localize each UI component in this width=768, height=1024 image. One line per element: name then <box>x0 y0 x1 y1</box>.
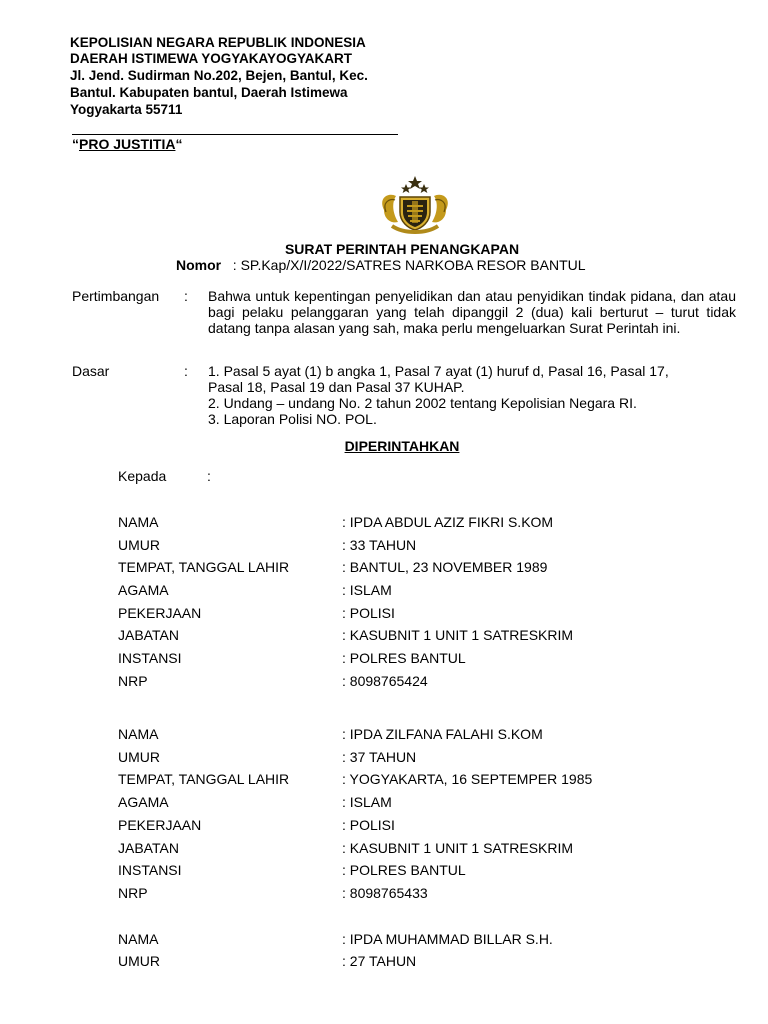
person-field-label: AGAMA <box>118 794 169 810</box>
person-field-value: : POLISI <box>342 605 395 621</box>
person-field-label: UMUR <box>118 537 160 553</box>
police-emblem-icon <box>370 172 460 236</box>
person-field-value: : 33 TAHUN <box>342 537 417 553</box>
header-line-4: Bantul. Kabupaten bantul, Daerah Istimewa <box>70 85 348 100</box>
person-field-value: : ISLAM <box>342 582 392 598</box>
person-field-label: NAMA <box>118 931 159 947</box>
person-field-label: JABATAN <box>118 627 179 643</box>
nomor-value: : SP.Kap/X/I/2022/SATRES NARKOBA RESOR BANTUL <box>232 257 586 273</box>
person-field-label: TEMPAT, TANGGAL LAHIR <box>118 559 290 575</box>
person-field-label: NAMA <box>118 726 159 742</box>
justitia-open-quote: “ <box>72 136 79 152</box>
person-field-label: PEKERJAAN <box>118 817 202 833</box>
dasar-item-2: 2. Undang – undang No. 2 tahun 2002 tentang Kepolisian Negara RI. <box>208 395 637 411</box>
person-field-value: : IPDA MUHAMMAD BILLAR S.H. <box>342 931 553 947</box>
dasar-item-1-cont: Pasal 18, Pasal 19 dan Pasal 37 KUHAP. <box>208 379 465 395</box>
header-divider <box>72 134 398 135</box>
person-field-label: JABATAN <box>118 840 179 856</box>
diperintahkan-heading: DIPERINTAHKAN <box>344 438 460 454</box>
person-field-value: : KASUBNIT 1 UNIT 1 SATRESKRIM <box>342 627 574 643</box>
person-field-value: : POLRES BANTUL <box>342 862 466 878</box>
dasar-label: Dasar <box>72 363 110 379</box>
header-line-2: DAERAH ISTIMEWA YOGYAKAYOGYAKART <box>70 51 353 66</box>
person-field-value: : 8098765424 <box>342 673 428 689</box>
person-field-label: UMUR <box>118 953 160 969</box>
person-field-value: : 27 TAHUN <box>342 953 417 969</box>
person-field-value: : IPDA ABDUL AZIZ FIKRI S.KOM <box>342 514 554 530</box>
person-field-value: : POLRES BANTUL <box>342 650 466 666</box>
header-line-1: KEPOLISIAN NEGARA REPUBLIK INDONESIA <box>70 35 366 50</box>
person-field-value: : YOGYAKARTA, 16 SEPTEMPER 1985 <box>342 771 593 787</box>
justitia-close-quote: “ <box>175 136 183 152</box>
person-field-label: UMUR <box>118 749 160 765</box>
person-field-label: PEKERJAAN <box>118 605 202 621</box>
header-line-5: Yogyakarta 55711 <box>70 102 183 117</box>
kepada-label: Kepada <box>118 468 167 484</box>
person-field-value: : 37 TAHUN <box>342 749 417 765</box>
person-field-value: : POLISI <box>342 817 395 833</box>
pro-justitia <box>72 136 182 153</box>
person-field-value: : ISLAM <box>342 794 392 810</box>
person-field-label: INSTANSI <box>118 862 182 878</box>
person-field-label: NRP <box>118 885 148 901</box>
nomor-label: Nomor <box>176 257 222 273</box>
person-field-label: TEMPAT, TANGGAL LAHIR <box>118 771 290 787</box>
dasar-colon: : <box>184 363 188 379</box>
justitia-text: PRO JUSTITIA <box>79 136 176 152</box>
person-field-value: : IPDA ZILFANA FALAHI S.KOM <box>342 726 543 742</box>
kepada-colon: : <box>207 468 211 484</box>
document-title: SURAT PERINTAH PENANGKAPAN <box>284 241 520 257</box>
pertimbangan-label: Pertimbangan <box>72 288 160 304</box>
dasar-item-3: 3. Laporan Polisi NO. POL. <box>208 411 377 427</box>
pertimbangan-text: Bahwa untuk kepentingan penyelidikan dan atau penyidikan tindak pidana, dan atau bagi pelaku pelanggaran yang telah dipanggil 2 (dua) kali berturut – turut tidak datang tanpa alasan yang sah, maka perlu mengeluarkan Surat Perintah ini. <box>208 288 736 336</box>
header-line-3: Jl. Jend. Sudirman No.202, Bejen, Bantul, Kec. <box>70 68 368 83</box>
person-field-label: NRP <box>118 673 148 689</box>
dasar-item-1: 1. Pasal 5 ayat (1) b angka 1, Pasal 7 ayat (1) huruf d, Pasal 16, Pasal 17, <box>208 363 669 379</box>
person-field-value: : 8098765433 <box>342 885 428 901</box>
person-field-value: : BANTUL, 23 NOVEMBER 1989 <box>342 559 548 575</box>
person-field-label: NAMA <box>118 514 159 530</box>
document-number <box>176 257 586 274</box>
person-field-label: INSTANSI <box>118 650 182 666</box>
person-field-label: AGAMA <box>118 582 169 598</box>
person-field-value: : KASUBNIT 1 UNIT 1 SATRESKRIM <box>342 840 574 856</box>
pertimbangan-colon: : <box>184 288 188 304</box>
